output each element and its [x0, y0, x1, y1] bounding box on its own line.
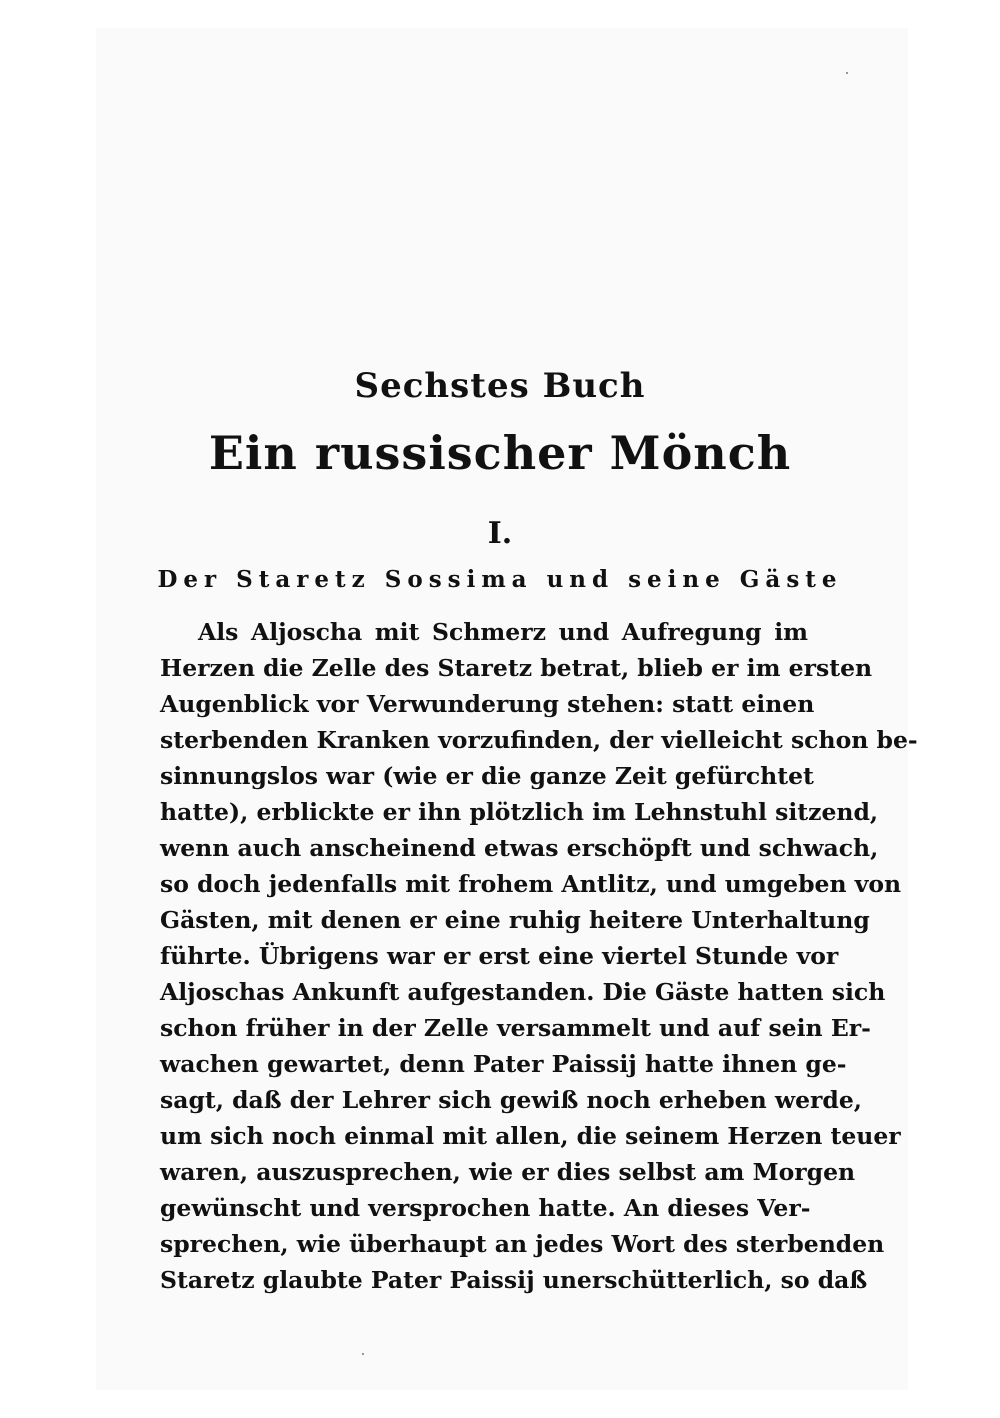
- text-line: schon früher in der Zelle versammelt und auf sein Er-: [160, 1014, 871, 1042]
- text-line: wachen gewartet, denn Pater Paissij hatte ihnen ge-: [160, 1050, 847, 1078]
- book-title: Sechstes Buch: [354, 366, 646, 406]
- text-line: so doch jedenfalls mit frohem Antlitz, und umgeben von: [160, 870, 902, 898]
- text-line: gewünscht und versprochen hatte. An dieses Ver-: [160, 1194, 811, 1222]
- scan-speck: [846, 72, 848, 74]
- body-paragraph: [160, 614, 918, 1298]
- text-line: waren, auszusprechen, wie er dies selbst am Morgen: [160, 1158, 856, 1186]
- text-line: sagt, daß der Lehrer sich gewiß noch erheben werde,: [160, 1086, 862, 1114]
- section-title: Der Staretz Sossima und seine Gäste: [157, 566, 843, 593]
- text-line: sterbenden Kranken vorzufinden, der vielleicht schon be-: [160, 726, 918, 754]
- text-line: um sich noch einmal mit allen, die seinem Herzen teuer: [160, 1122, 901, 1150]
- text-line: Staretz glaubte Pater Paissij unerschütterlich, so daß: [160, 1266, 868, 1294]
- text-line: führte. Übrigens war er erst eine viertel Stunde vor: [160, 942, 839, 970]
- text-line: Gästen, mit denen er eine ruhig heitere Unterhaltung: [160, 906, 870, 934]
- text-line: Aljoschas Ankunft aufgestanden. Die Gäste hatten sich: [160, 978, 886, 1006]
- text-line: sinnungslos war (wie er die ganze Zeit gefürchtet: [160, 762, 814, 790]
- section-number: I.: [487, 516, 513, 551]
- chapter-title: Ein russischer Mönch: [208, 426, 792, 480]
- text-line: hatte), erblickte er ihn plötzlich im Lehnstuhl sitzend,: [160, 798, 879, 826]
- text-line: Als Aljoscha mit Schmerz und Aufregung im: [198, 618, 808, 646]
- text-line: sprechen, wie überhaupt an jedes Wort des sterbenden: [160, 1230, 885, 1258]
- scan-speck: [362, 1353, 364, 1355]
- text-line: Herzen die Zelle des Staretz betrat, blieb er im ersten: [160, 654, 873, 682]
- text-line: Augenblick vor Verwunderung stehen: statt einen: [160, 690, 815, 718]
- text-line: wenn auch anscheinend etwas erschöpft und schwach,: [160, 834, 879, 862]
